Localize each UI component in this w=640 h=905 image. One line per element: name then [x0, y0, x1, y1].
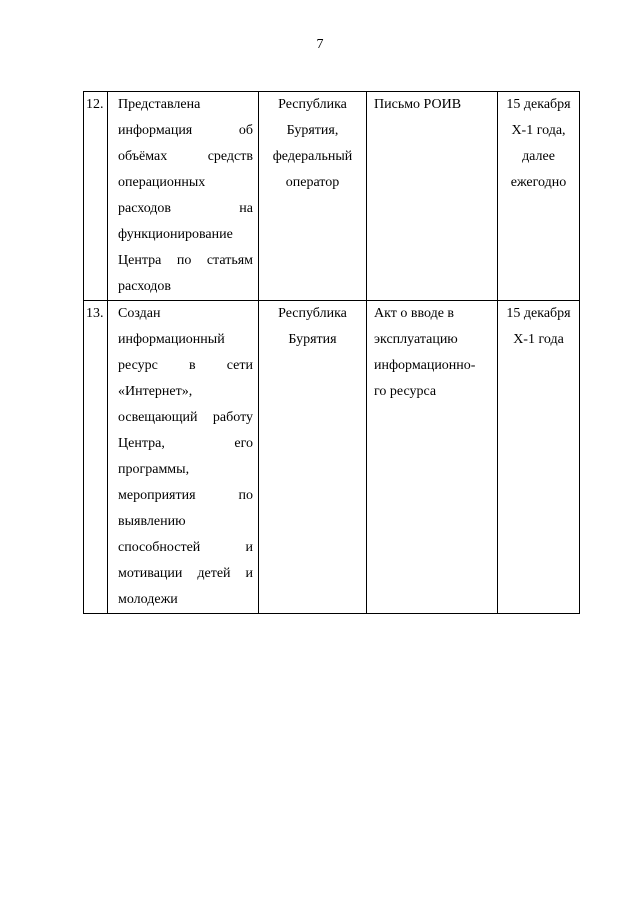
description-line: мотивации детей и: [118, 566, 253, 581]
responsible-line: Бурятия: [288, 332, 337, 347]
deadline-line: ежегодно: [510, 175, 567, 190]
document-line: Письмо РОИВ: [374, 97, 462, 112]
description-line: выявлению: [118, 514, 186, 529]
description-cell: [108, 92, 259, 301]
deadline-line: X-1 года: [513, 332, 564, 347]
document-line: информационно-: [374, 358, 476, 373]
document-line: Акт о вводе в: [374, 306, 455, 321]
table-row: [84, 92, 580, 301]
deadline-line: X-1 года,: [511, 123, 566, 138]
responsible-line: федеральный: [272, 149, 353, 164]
responsible-cell: [259, 301, 367, 614]
responsible-line: Республика: [278, 97, 347, 112]
document-line: эксплуатацию: [374, 332, 458, 347]
description-line: освещающий работу: [118, 410, 253, 425]
description-line: функционирование: [118, 227, 233, 242]
row-number-cell: 12.: [84, 92, 108, 301]
page-number: 7: [316, 37, 324, 52]
description-line: Центра, его: [118, 436, 253, 451]
row-number-cell: 13.: [84, 301, 108, 614]
responsible-cell: [259, 92, 367, 301]
deadline-line: далее: [522, 149, 555, 164]
table-row: [84, 301, 580, 614]
responsible-line: Республика: [278, 306, 347, 321]
description-line: информационный: [118, 332, 225, 347]
description-cell: [108, 301, 259, 614]
deadline-cell: [498, 301, 580, 614]
description-line: Создан: [118, 306, 161, 321]
description-line: Представлена: [118, 97, 201, 112]
description-line: расходов на: [118, 201, 253, 216]
responsible-line: оператор: [285, 175, 340, 190]
plan-table: [83, 91, 580, 614]
description-line: расходов: [118, 279, 172, 294]
description-line: мероприятия по: [118, 488, 253, 503]
description-line: «Интернет»,: [118, 384, 193, 399]
description-line: операционных: [118, 175, 206, 190]
deadline-cell: [498, 92, 580, 301]
deadline-line: 15 декабря: [506, 97, 571, 112]
table-body: [84, 92, 580, 614]
description-line: объёмах средств: [118, 149, 253, 164]
description-line: программы,: [118, 462, 190, 477]
description-line: молодежи: [118, 592, 178, 607]
description-line: ресурс в сети: [118, 358, 253, 373]
description-line: способностей и: [118, 540, 253, 555]
document-cell: [367, 92, 498, 301]
responsible-line: Бурятия,: [286, 123, 339, 138]
description-line: Центра по статьям: [118, 253, 253, 268]
deadline-line: 15 декабря: [506, 306, 571, 321]
document-line: го ресурса: [374, 384, 437, 399]
description-line: информация об: [118, 123, 253, 138]
document-cell: [367, 301, 498, 614]
